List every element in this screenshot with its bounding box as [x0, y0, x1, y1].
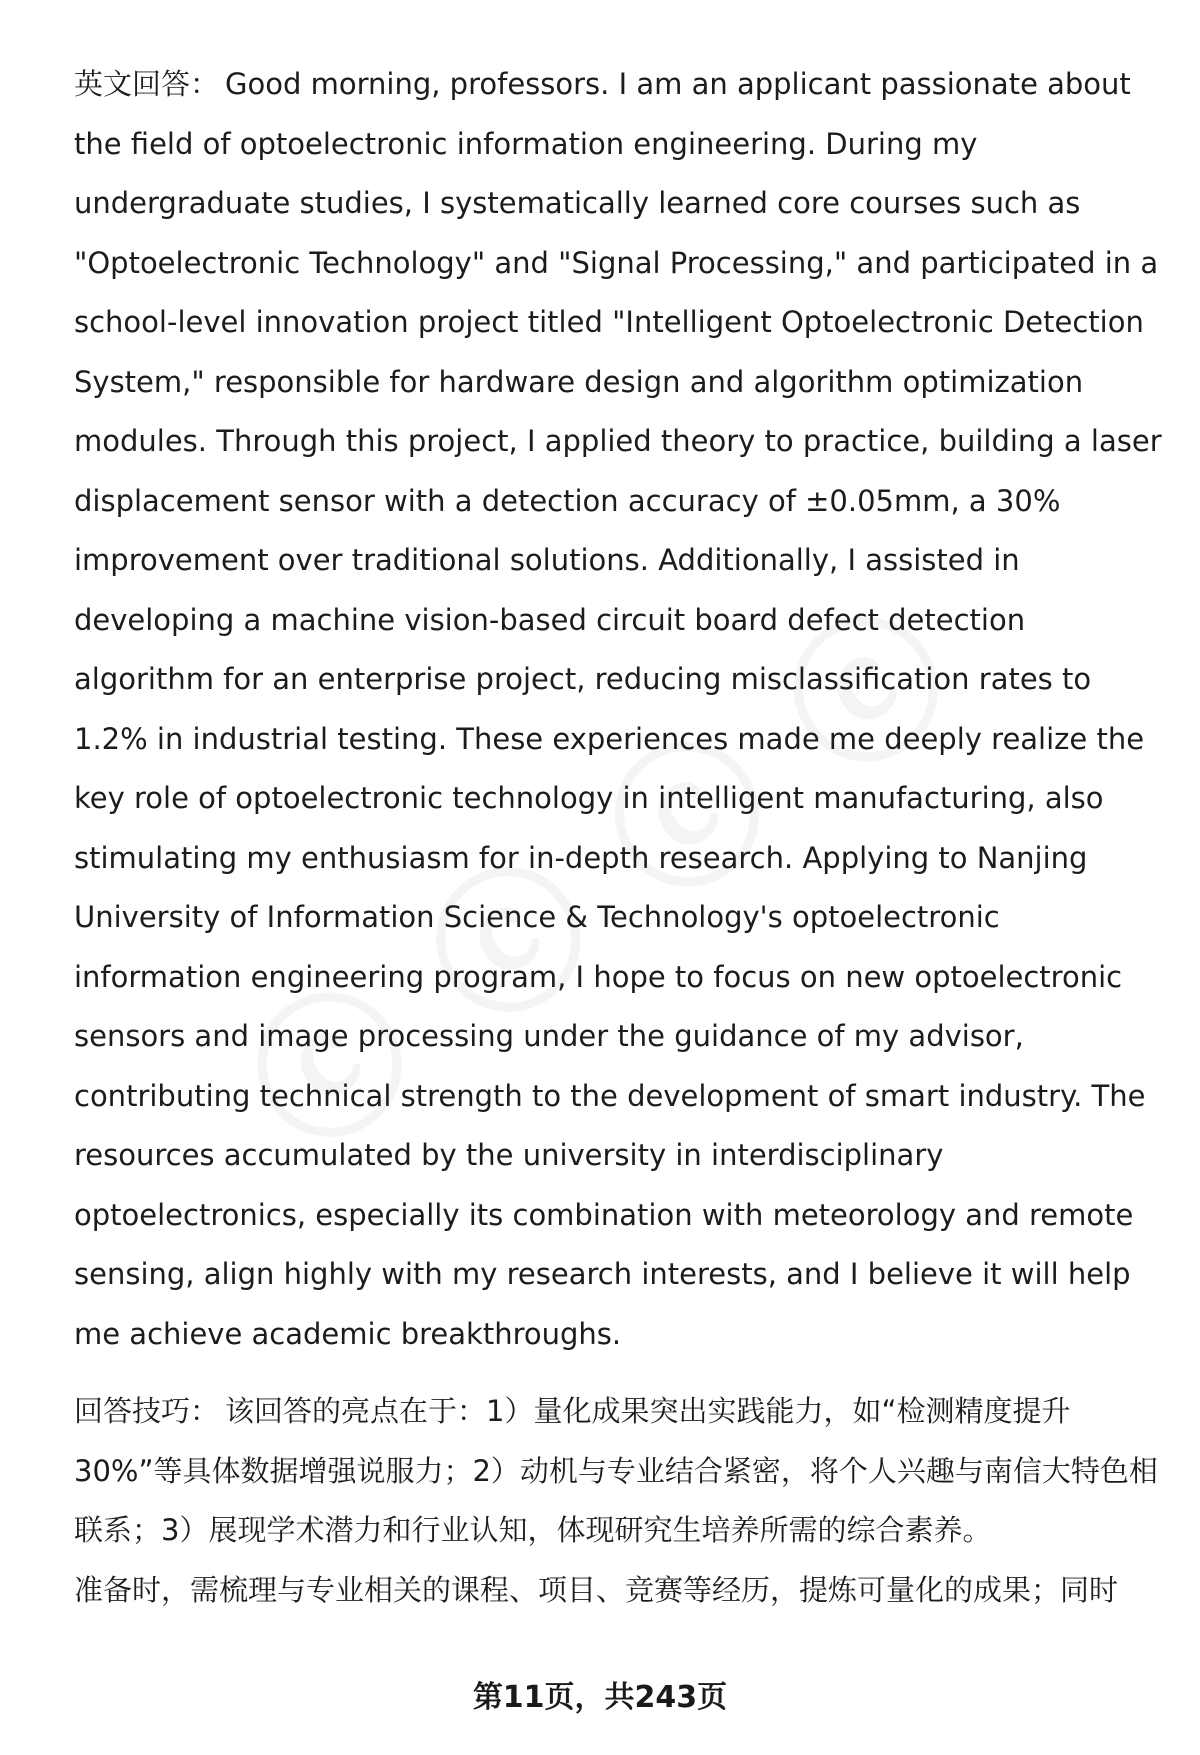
- tips-paragraph: [74, 1382, 1164, 1561]
- answer-paragraph: [74, 55, 1164, 1364]
- answer-text: Good morning, professors. I am an applicant passionate about the field of optoelectronic information engineering. During my undergraduate studies, I systematically learned core courses such as "Optoelectronic Technology" and "Signal Processing," and participated in a school-level innovation project titled "Intelligent Optoelectronic Detection System," responsible for hardware design and algorithm optimization modules. Through this project, I applied theory to practice, building a laser displacement sensor with a detection accuracy of ±0.05mm, a 30% improvement over traditional solutions. Additionally, I assisted in developing a machine vision-based circuit board defect detection algorithm for an enterprise project, reducing misclassification rates to 1.2% in industrial testing. These experiences made me deeply realize the key role of optoelectronic technology in intelligent manufacturing, also stimulating my enthusiasm for in-depth research. Applying to Nanjing University of Information Science & Technology's optoelectronic information engineering program, I hope to focus on new optoelectronic sensors and image processing under the guidance of my advisor, contributing technical strength to the development of smart industry. The resources accumulated by the university in interdisciplinary optoelectronics, especially its combination with meteorology and remote sensing, align highly with my research interests, and I believe it will help me achieve academic breakthroughs.: [74, 67, 1162, 1351]
- answer-label: 英文回答：: [74, 67, 220, 101]
- document-body: [74, 55, 1164, 1620]
- tips-label: 回答技巧：: [74, 1394, 220, 1428]
- tips-text: 该回答的亮点在于：1）量化成果突出实践能力，如“检测精度提升30%”等具体数据增强说服力；2）动机与专业结合紧密，将个人兴趣与南信大特色相联系；3）展现学术潜力和行业认知，体现研究生培养所需的综合素养。: [74, 1394, 1158, 1547]
- page-number: 第11页，共243页: [472, 1680, 728, 1715]
- tips-continuation: 准备时，需梳理与专业相关的课程、项目、竞赛等经历，提炼可量化的成果；同时: [74, 1572, 1119, 1607]
